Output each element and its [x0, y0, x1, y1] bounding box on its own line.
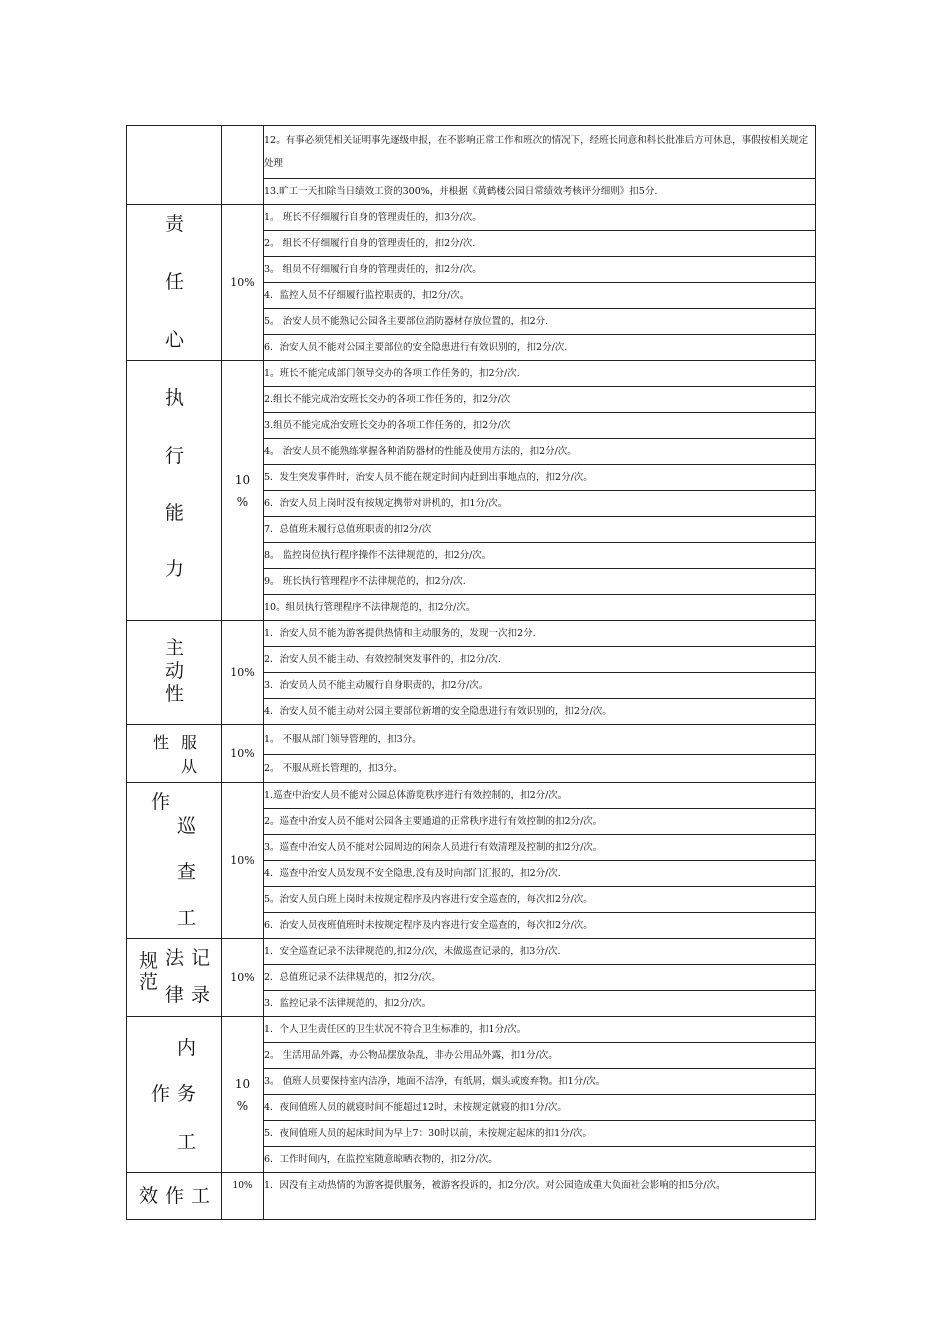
criteria-item: 1。 不服从部门领导管理的，扣3分。 — [264, 725, 816, 755]
category-char: 作 — [151, 1083, 171, 1105]
category-char: 主 — [165, 637, 185, 659]
criteria-item: 4．治安人员不能主动对公园主要部位新增的安全隐患进行有效识别的，扣2分/次。 — [264, 699, 816, 725]
percent-cell-empty — [222, 126, 264, 205]
criteria-item: 3.组员不能完成治安班长交办的各项工作任务的，扣2分/次 — [264, 413, 816, 439]
weight-percent: 10% — [222, 1173, 264, 1220]
criteria-item: 3。 值班人员要保持室内洁净，地面不洁净，有纸屑，烟头或废弃物。扣1分/次。 — [264, 1069, 816, 1095]
category-char: 规 — [139, 950, 159, 972]
category-char: 心 — [165, 329, 185, 351]
table-row — [127, 126, 816, 179]
category-effect — [127, 1173, 222, 1220]
category-char: 执 — [165, 387, 185, 409]
category-records — [127, 939, 222, 1017]
category-char: 效 — [139, 1185, 159, 1207]
criteria-item: 4．监控人员不仔细履行监控职责的，扣2分/次。 — [264, 283, 816, 309]
criteria-item: 3．监控记录不法律规范的，扣2分/次。 — [264, 991, 816, 1017]
category-char: 作 — [165, 1185, 185, 1207]
criteria-item: 1。班长不能完成部门领导交办的各项工作任务的，扣2分/次. — [264, 361, 816, 387]
category-char: 能 — [165, 502, 185, 524]
criteria-item: 5．发生突发事件时，治安人员不能在规定时间内赶到出事地点的，扣2分/次。 — [264, 465, 816, 491]
criteria-item: 1.巡查中治安人员不能对公园总体游览秩序进行有效控制的，扣2分/次。 — [264, 783, 816, 809]
category-char: 记 — [191, 947, 211, 969]
criteria-item: 2.组长不能完成治安班长交办的各项工作任务的，扣2分/次 — [264, 387, 816, 413]
category-char: 务 — [177, 1083, 197, 1105]
category-obedience — [127, 725, 222, 783]
criteria-item: 3。巡查中治安人员不能对公园周边的闲杂人员进行有效清理及控制的扣2分/次。 — [264, 835, 816, 861]
criteria-item: 10。组员执行管理程序不法律规范的，扣2分/次。 — [264, 595, 816, 621]
criteria-item: 1．个人卫生责任区的卫生状况不符合卫生标准的，扣1分/次。 — [264, 1017, 816, 1043]
criteria-item: 2．治安人员不能主动、有效控制突发事件的，扣2分/次. — [264, 647, 816, 673]
criteria-item: 5．夜间值班人员的起床时间为早上7：30时以前，未按规定起床的扣1分/次。 — [264, 1121, 816, 1147]
category-char: 工 — [191, 1185, 211, 1207]
criteria-item: 6．治安人员不能对公园主要部位的安全隐患进行有效识别的，扣2分/次. — [264, 335, 816, 361]
category-char: 工 — [177, 907, 197, 929]
table-row — [127, 205, 816, 231]
table-row — [127, 621, 816, 647]
category-execution — [127, 361, 222, 621]
category-char: 巡 — [177, 815, 197, 837]
category-char: 行 — [165, 445, 185, 467]
category-patrol — [127, 783, 222, 939]
weight-percent: 10% — [222, 621, 264, 725]
category-char: 内 — [177, 1037, 197, 1059]
assessment-table — [126, 125, 816, 1220]
table-row — [127, 1173, 816, 1220]
criteria-item: 2。 组长不仔细履行自身的管理责任的，扣2分/次. — [264, 231, 816, 257]
category-char: 从 — [181, 757, 198, 776]
table-row — [127, 783, 816, 809]
table-row — [127, 361, 816, 387]
category-char: 范 — [139, 971, 159, 993]
criteria-item: 6．工作时间内，在监控室随意晾晒衣物的，扣2分/次。 — [264, 1147, 816, 1173]
category-char: 性 — [165, 683, 185, 705]
criteria-item: 1．安全巡查记录不法律规范的,扣2分/次，未做巡查记录的，扣3分/次. — [264, 939, 816, 965]
criteria-item: 5。治安人员白班上岗时未按规定程序及内容进行安全巡查的，每次扣2分/次。 — [264, 887, 816, 913]
criteria-item: 7．总值班未履行总值班职责的扣2分/次 — [264, 517, 816, 543]
category-responsibility — [127, 205, 222, 361]
category-char: 责 — [165, 213, 185, 235]
category-char: 力 — [165, 558, 185, 580]
category-char: 录 — [191, 984, 211, 1006]
criteria-item: 5。 治安人员不能熟记公园各主要部位消防器材存放位置的，扣2分. — [264, 309, 816, 335]
category-char: 法 — [165, 947, 185, 969]
criteria-item: 4．巡查中治安人员发现不安全隐患,没有及时向部门汇报的，扣2分/次. — [264, 861, 816, 887]
criteria-item: 2．总值班记录不法律规范的，扣2分/次。 — [264, 965, 816, 991]
category-char: 律 — [165, 984, 185, 1006]
category-char: 服 — [181, 733, 198, 752]
category-char: 查 — [177, 861, 197, 883]
weight-percent: 10% — [222, 939, 264, 1017]
table-row — [127, 725, 816, 755]
weight-percent: 10% — [222, 205, 264, 361]
category-char: 工 — [177, 1131, 197, 1153]
weight-percent: 10% — [222, 725, 264, 783]
criteria-item: 8。 监控岗位执行程序操作不法律规范的，扣2分/次。 — [264, 543, 816, 569]
category-char: 性 — [153, 733, 170, 752]
criteria-item: 6．治安人员上岗时没有按规定携带对讲机的，扣1分/次。 — [264, 491, 816, 517]
criteria-item: 1．因没有主动热情的为游客提供服务，被游客投诉的，扣2分/次。对公园造成重大负面社会影响的扣5分/次。 — [264, 1173, 816, 1220]
criteria-item: 4。 治安人员不能熟练掌握各种消防器材的性能及使用方法的，扣2分/次。 — [264, 439, 816, 465]
criteria-item: 3。 组员不仔细履行自身的管理责任的，扣2分/次。 — [264, 257, 816, 283]
criteria-item: 2。巡查中治安人员不能对公园各主要通道的正常秩序进行有效控制的扣2分/次。 — [264, 809, 816, 835]
criteria-item: 3．治安员人员不能主动履行自身职责的，扣2分/次。 — [264, 673, 816, 699]
category-cell-empty — [127, 126, 222, 205]
criteria-item: 2。 不服从班长管理的，扣3分。 — [264, 755, 816, 783]
category-char: 动 — [165, 660, 185, 682]
criteria-item: 12。有事必须凭相关证明事先逐级申报，在不影响正常工作和班次的情况下，经班长同意和科长批准后方可休息，事假按相关规定处理 — [264, 126, 816, 179]
table-row — [127, 939, 816, 965]
weight-percent: 10% — [222, 783, 264, 939]
criteria-item: 2。 生活用品外露，办公物品摆放杂乱，非办公用品外露，扣1分/次。 — [264, 1043, 816, 1069]
weight-percent: 10 % — [222, 1017, 264, 1173]
weight-percent: 10 % — [222, 361, 264, 621]
criteria-item: 13.旷工一天扣除当日绩效工资的300%，并根据《黄鹤楼公园日常绩效考核评分细则》扣5分. — [264, 179, 816, 205]
table-row — [127, 1017, 816, 1043]
criteria-item: 1。 班长不仔细履行自身的管理责任的，扣3分/次。 — [264, 205, 816, 231]
criteria-item: 1．治安人员不能为游客提供热情和主动服务的，发现一次扣2分. — [264, 621, 816, 647]
criteria-item: 9。 班长执行管理程序不法律规范的，扣2分/次. — [264, 569, 816, 595]
criteria-item: 4．夜间值班人员的就寝时间不能超过12时，未按规定就寝的扣1分/次。 — [264, 1095, 816, 1121]
category-initiative — [127, 621, 222, 725]
category-char: 任 — [165, 271, 185, 293]
criteria-item: 6．治安人员夜班值班时未按规定程序及内容进行安全巡查的，每次扣2分/次。 — [264, 913, 816, 939]
category-char: 作 — [151, 791, 171, 813]
category-internal — [127, 1017, 222, 1173]
